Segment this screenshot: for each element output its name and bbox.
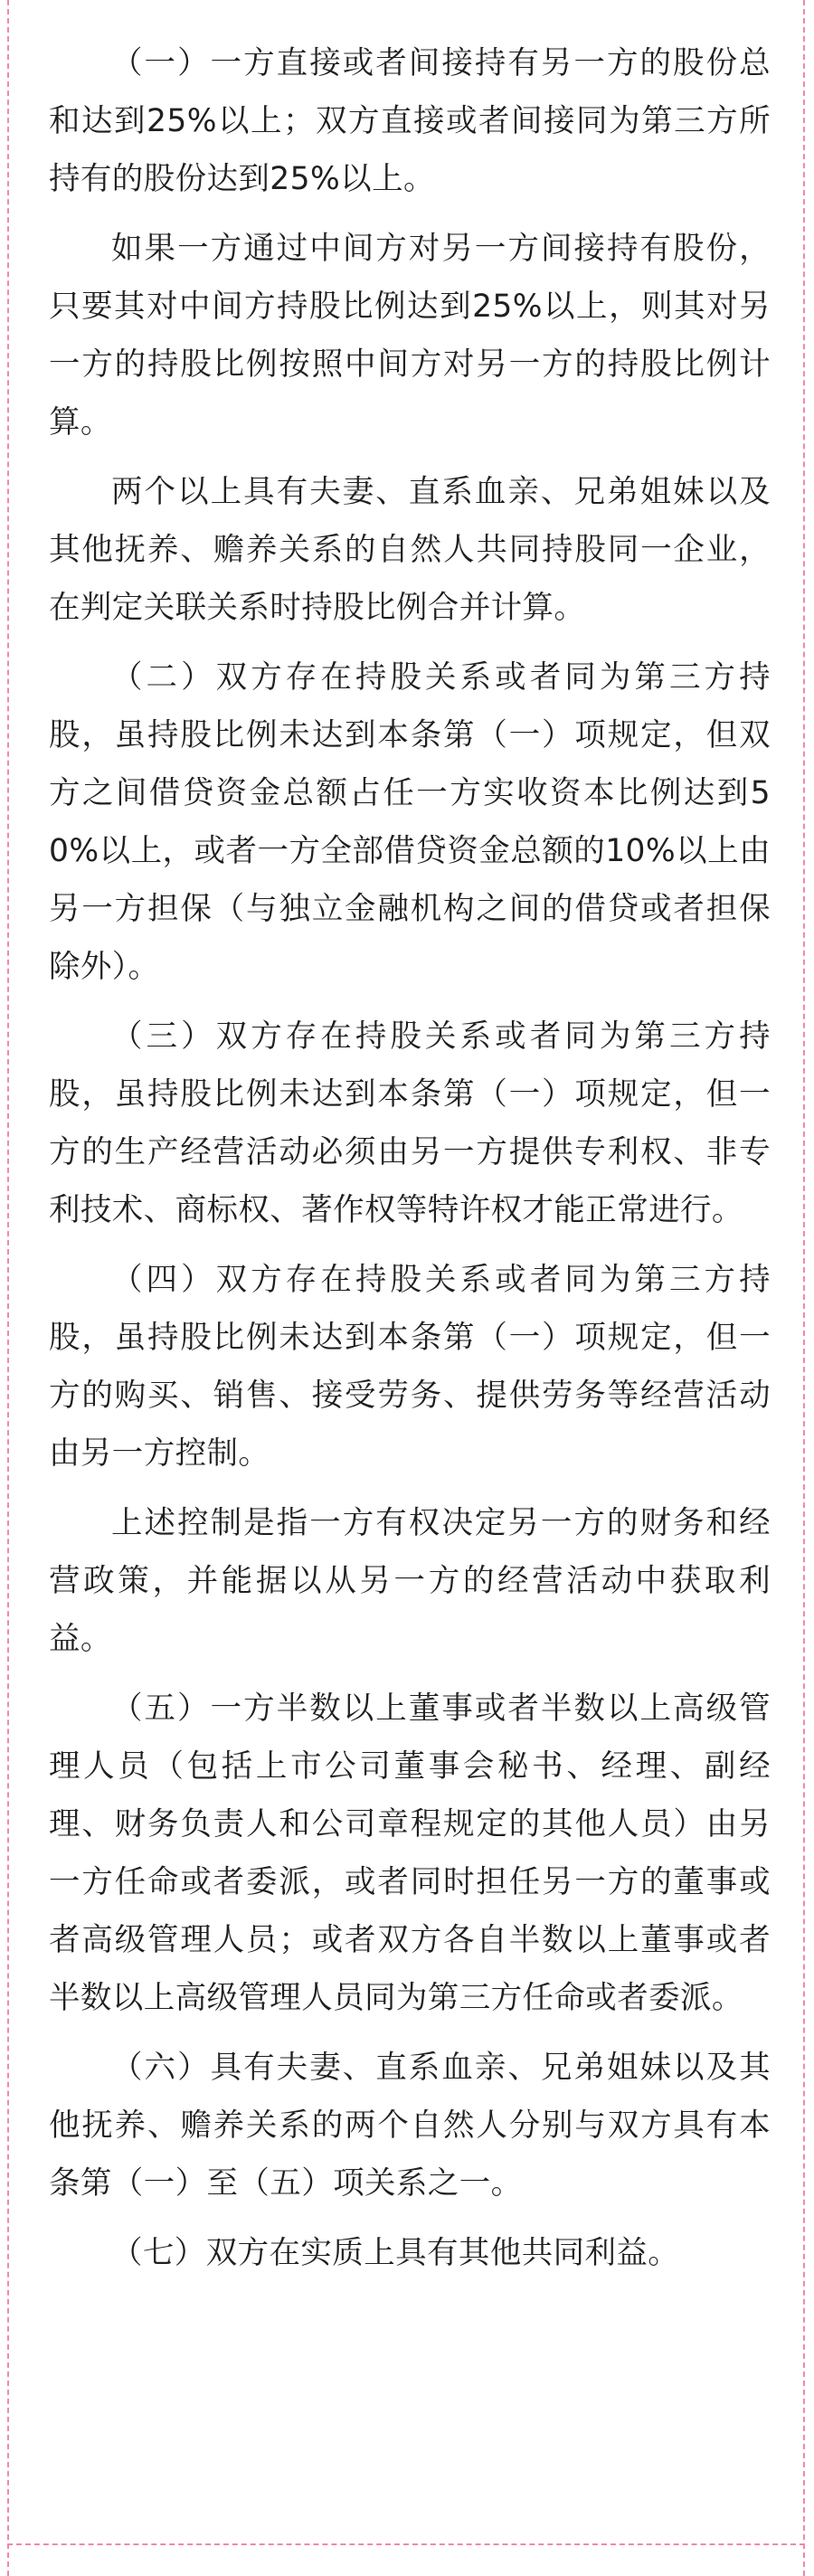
paragraph-10: （七）双方在实质上具有其他共同利益。 [111, 2235, 680, 2271]
dashed-border-left [7, 0, 9, 2576]
paragraph-1: （一）一方直接或者间接持有另一方的股份总和达到25%以上；双方直接或者间接同为第三方所持有的股份达到25%以上。 [49, 45, 771, 197]
paragraph-9: （六）具有夫妻、直系血亲、兄弟姐妹以及其他抚养、赡养关系的两个自然人分别与双方具有本条第（一）至（五）项关系之一。 [49, 2050, 771, 2202]
document-body [49, 34, 771, 2294]
dashed-border-bottom [7, 2543, 805, 2545]
paragraph-3: 两个以上具有夫妻、直系血亲、兄弟姐妹以及其他抚养、赡养关系的自然人共同持股同一企业，在判定关联关系时持股比例合并计算。 [49, 474, 771, 626]
paragraph-2: 如果一方通过中间方对另一方间接持有股份，只要其对中间方持股比例达到25%以上，则其对另一方的持股比例按照中间方对另一方的持股比例计算。 [49, 231, 771, 440]
paragraph-5: （三）双方存在持股关系或者同为第三方持股，虽持股比例未达到本条第（一）项规定，但一方的生产经营活动必须由另一方提供专利权、非专利技术、商标权、著作权等特许权才能正常进行。 [49, 1018, 771, 1228]
paragraph-4: （二）双方存在持股关系或者同为第三方持股，虽持股比例未达到本条第（一）项规定，但双方之间借贷资金总额占任一方实收资本比例达到50%以上，或者一方全部借贷资金总额的10%以上由另一方担保（与独立金融机构之间的借贷或者担保除外）。 [49, 659, 771, 985]
paragraph-6: （四）双方存在持股关系或者同为第三方持股，虽持股比例未达到本条第（一）项规定，但一方的购买、销售、接受劳务、提供劳务等经营活动由另一方控制。 [49, 1262, 771, 1472]
paragraph-8: （五）一方半数以上董事或者半数以上高级管理人员（包括上市公司董事会秘书、经理、副经理、财务负责人和公司章程规定的其他人员）由另一方任命或者委派，或者同时担任另一方的董事或者高级管理人员；或者双方各自半数以上董事或者半数以上高级管理人员同为第三方任命或者委派。 [49, 1690, 771, 2016]
paragraph-7: 上述控制是指一方有权决定另一方的财务和经营政策，并能据以从另一方的经营活动中获取利益。 [49, 1505, 771, 1657]
dashed-border-right [803, 0, 805, 2576]
